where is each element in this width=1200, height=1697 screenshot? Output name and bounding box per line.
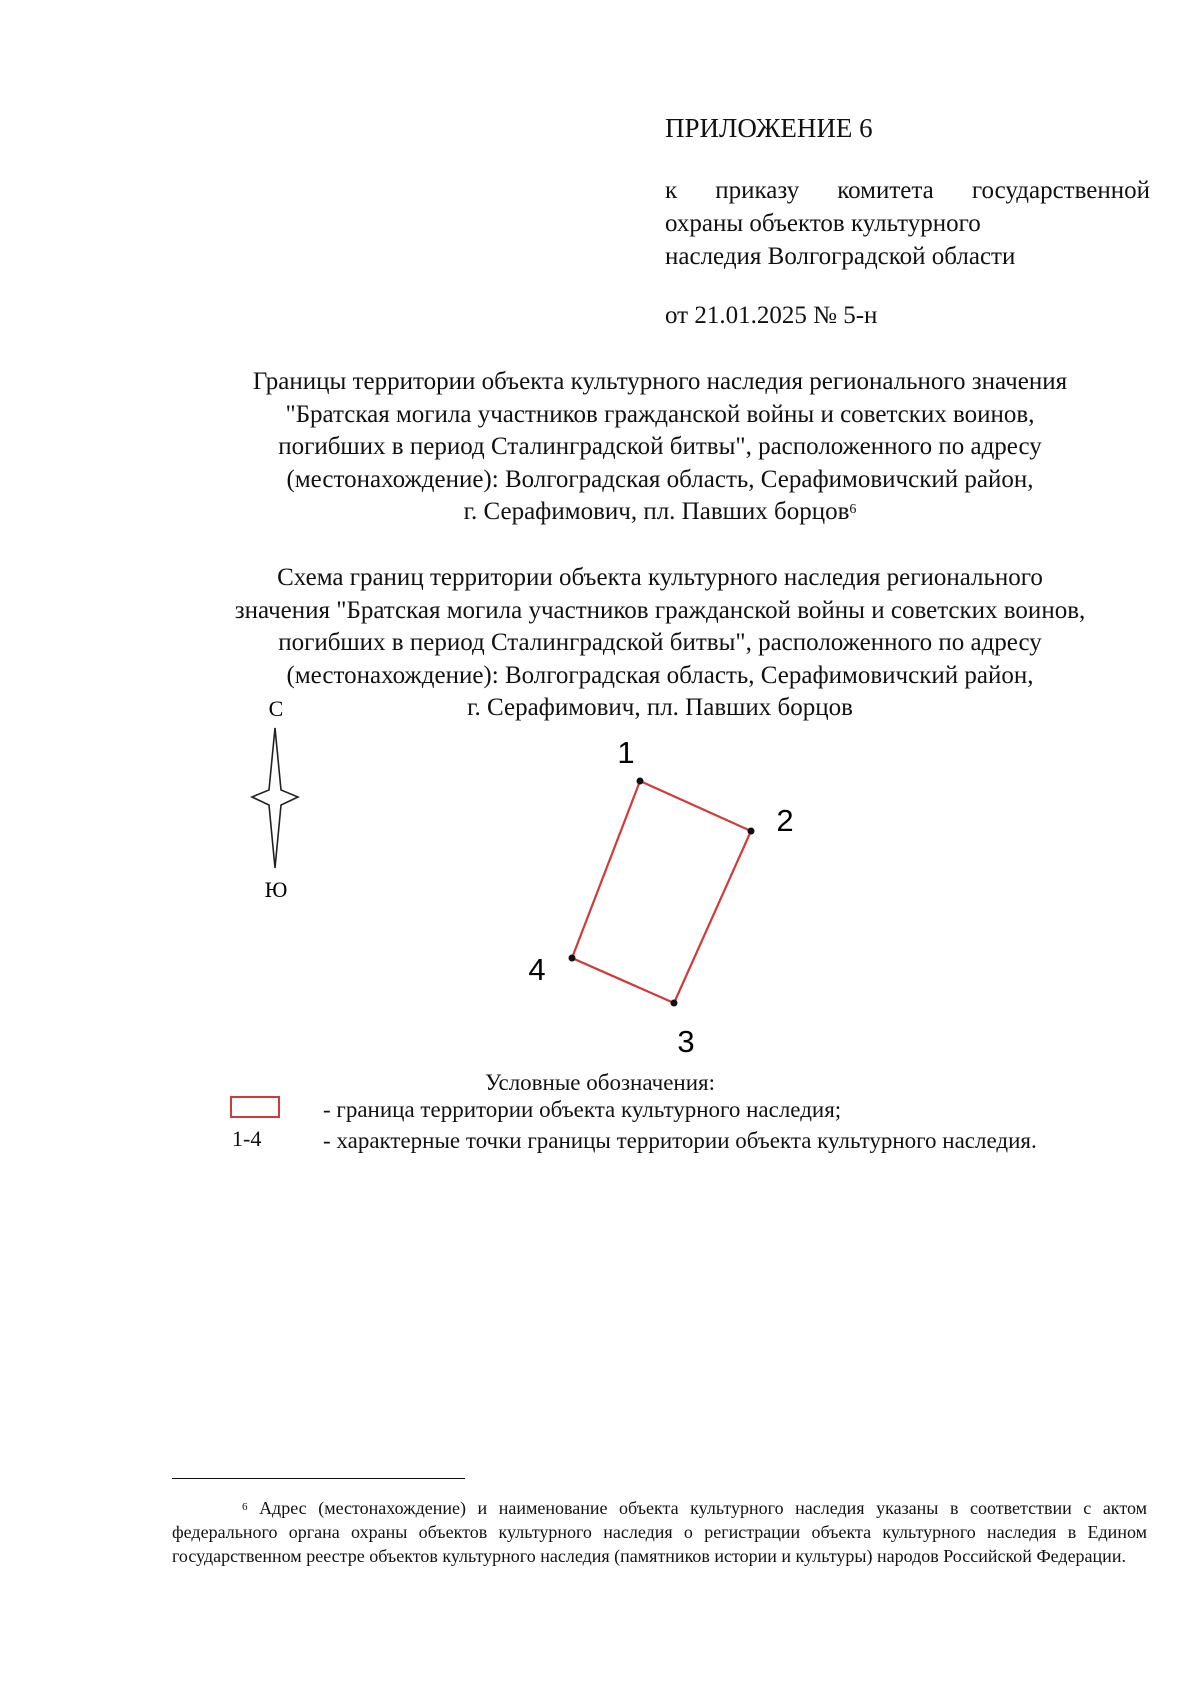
heading-line: значения "Братская могила участников гражданской войны и советских воинов,: [234, 596, 1086, 624]
heading-line: погибших в период Сталинградской битвы", расположенного по адресу: [278, 433, 1042, 460]
boundary-point-1: [637, 778, 644, 785]
boundary-point-2: [748, 828, 755, 835]
heading-line: г. Серафимович, пл. Павших борцов: [467, 694, 853, 721]
heading-line: "Братская могила участников гражданской войны и советских воинов,: [285, 400, 1035, 428]
legend-title: Условные обозначения:: [484, 1070, 716, 1095]
boundary-point-2-label: 2: [776, 803, 794, 838]
boundary-point-3-label: 3: [677, 1024, 695, 1059]
footnote-divider: [172, 1478, 465, 1479]
legend-boundary-label: - граница территории объекта культурного наследия;: [323, 1097, 842, 1122]
legend-points-label: - характерные точки границы территории объекта культурного наследия.: [323, 1128, 1037, 1153]
heading-line-text: г. Серафимович, пл. Павших борцов: [463, 498, 850, 525]
compass-north-label: С: [268, 696, 284, 721]
heading-line: (местонахождение): Волгоградская область, Серафимовичский район,: [286, 661, 1034, 689]
boundary-point-3: [671, 1000, 678, 1007]
order-line: охраны объектов культурного: [665, 210, 981, 237]
footnote-mark: 6: [242, 1501, 248, 1513]
footnote-reference[interactable]: 6: [849, 502, 857, 517]
heading-line: Границы территории объекта культурного наследия регионального значения: [252, 368, 1068, 395]
heading-line: Схема границ территории объекта культурного наследия регионального: [277, 564, 1043, 591]
compass-rose-icon: [252, 696, 298, 902]
territory-boundary: [572, 781, 751, 1003]
order-date: от 21.01.2025 № 5-н: [665, 302, 878, 329]
footnote: [172, 1496, 1147, 1568]
order-line: наследия Волгоградской области: [665, 243, 1016, 270]
heading-line: (местонахождение): Волгоградская область, Серафимовичский район,: [286, 465, 1034, 493]
legend-boundary-swatch: [230, 1096, 280, 1118]
footnote-text: Адрес (местонахождение) и наименование объекта культурного наследия указаны в соответствии с актом федерального органа охраны объектов культурного наследия о регистрации объекта культурного наследия в Едином государственном реестре объектов культурного наследия (памятников истории и культуры) народов Российской Федерации.: [172, 1498, 1147, 1566]
boundary-point-4: [569, 955, 576, 962]
compass-south-label: Ю: [264, 877, 288, 902]
boundary-point-4-label: 4: [528, 952, 546, 987]
appendix-title: ПРИЛОЖЕНИЕ 6: [665, 113, 873, 143]
heading-line: погибших в период Сталинградской битвы", расположенного по адресу: [278, 629, 1042, 656]
boundary-point-1-label: 1: [617, 735, 635, 770]
legend-points-symbol: 1-4: [232, 1126, 262, 1151]
order-line: к приказу комитета государственной: [665, 177, 1150, 204]
